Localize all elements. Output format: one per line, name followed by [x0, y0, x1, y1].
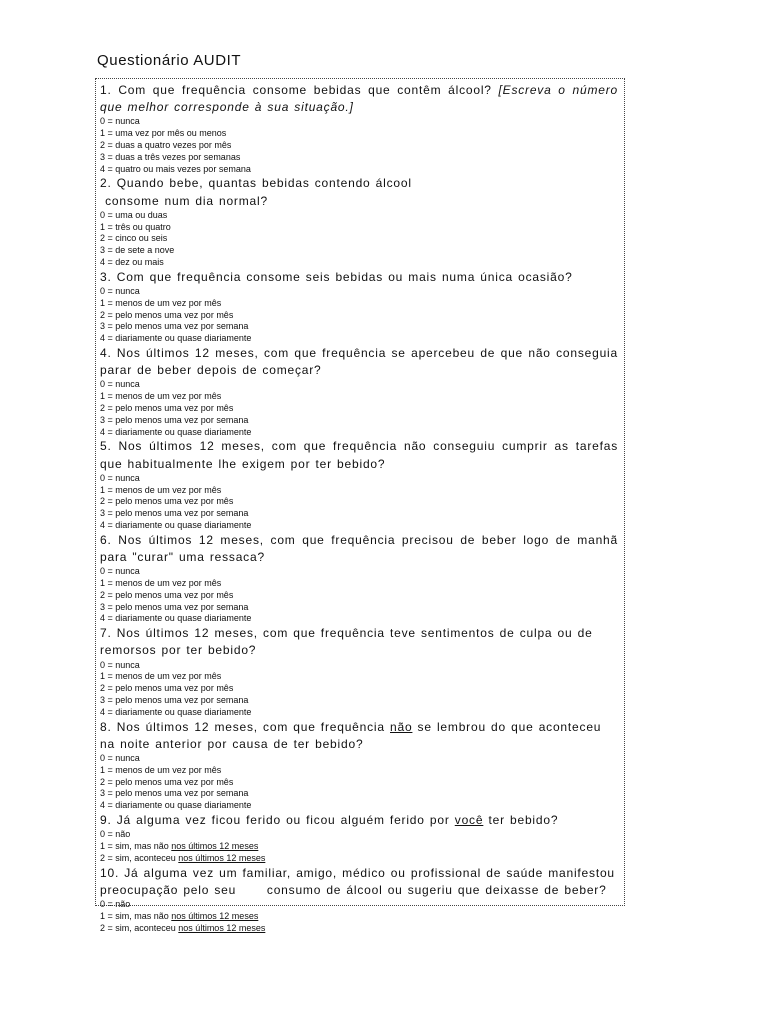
- option: 0 = nunca: [100, 285, 140, 296]
- question-7-text: 7. Nos últimos 12 meses, com que frequência teve sentimentos de culpa ou de remorsos por ter bebido?: [100, 626, 593, 658]
- question-1: [100, 82, 618, 175]
- option: 0 = não: [100, 829, 131, 840]
- option: 1 = uma vez por mês ou menos: [100, 128, 227, 139]
- question-10-text: 10. Já alguma vez um familiar, amigo, médico ou profissional de saúde manifestou preocupação pelo seu consumo de álcool ou sugeriu que deixasse de beber?: [100, 865, 621, 897]
- option: 3 = duas a três vezes por semanas: [100, 151, 241, 162]
- option: 3 = pelo menos uma vez por semana: [100, 508, 249, 519]
- question-4-options: [100, 379, 618, 438]
- option: 4 = diariamente ou quase diariamente: [100, 333, 252, 344]
- option: 1 = sim, mas não nos últimos 12 meses: [100, 840, 259, 851]
- question-6: [100, 532, 618, 625]
- option: 3 = pelo menos uma vez por semana: [100, 414, 249, 425]
- question-3-options: [100, 286, 618, 345]
- option: 4 = dez ou mais: [100, 256, 164, 267]
- option: 0 = nunca: [100, 752, 140, 763]
- option: 4 = diariamente ou quase diariamente: [100, 613, 252, 624]
- question-2: [100, 175, 618, 268]
- option: 4 = diariamente ou quase diariamente: [100, 426, 252, 437]
- question-1-note: [Escreva o número que melhor corresponde à sua situação.]: [100, 83, 619, 115]
- question-8-text: 8. Nos últimos 12 meses, com que frequência não se lembrou do que aconteceu na noite anterior por causa de ter bebido?: [100, 719, 602, 751]
- question-4-text: 4. Nos últimos 12 meses, com que frequência se apercebeu de que não conseguia parar de beber depois de começar?: [100, 345, 618, 378]
- option: 0 = nunca: [100, 116, 140, 127]
- question-6-options: [100, 566, 618, 625]
- question-2-text: 2. Quando bebe, quantas bebidas contendo álcool consome num dia normal?: [100, 176, 412, 208]
- question-5: [100, 438, 618, 531]
- question-1-options: [100, 116, 618, 175]
- questionnaire-box: [95, 78, 625, 933]
- option: 2 = pelo menos uma vez por mês: [100, 776, 234, 787]
- option: 2 = cinco ou seis: [100, 233, 168, 244]
- option: 0 = nunca: [100, 379, 140, 390]
- question-7: [100, 625, 618, 718]
- option: 1 = menos de um vez por mês: [100, 391, 222, 402]
- option: 4 = diariamente ou quase diariamente: [100, 800, 252, 811]
- option: 2 = duas a quatro vezes por mês: [100, 140, 232, 150]
- question-5-text: 5. Nos últimos 12 meses, com que frequência não conseguiu cumprir as tarefas que habitualmente lhe exigem por ter bebido?: [100, 439, 618, 471]
- question-6-text: 6. Nos últimos 12 meses, com que frequência precisou de beber logo de manhã para "curar" uma ressaca?: [100, 532, 618, 564]
- option: 1 = menos de um vez por mês: [100, 297, 222, 308]
- question-3: [100, 269, 618, 345]
- option: 2 = pelo menos uma vez por mês: [100, 683, 234, 694]
- question-7-options: [100, 660, 618, 719]
- question-9-options: [100, 829, 618, 864]
- option: 1 = menos de um vez por mês: [100, 577, 222, 588]
- option: 2 = sim, aconteceu nos últimos 12 meses: [100, 922, 266, 933]
- option: 2 = sim, aconteceu nos últimos 12 meses: [100, 852, 266, 863]
- option: 0 = nunca: [100, 566, 140, 577]
- option: 2 = pelo menos uma vez por mês: [100, 496, 234, 507]
- question-10-options: [100, 899, 618, 934]
- option: 3 = de sete a nove: [100, 245, 175, 256]
- question-8-options: [100, 753, 618, 812]
- option: 3 = pelo menos uma vez por semana: [100, 694, 249, 705]
- option: 4 = quatro ou mais vezes por semana: [100, 163, 251, 174]
- question-2-options: [100, 210, 618, 269]
- option: 3 = pelo menos uma vez por semana: [100, 601, 249, 612]
- option: 3 = pelo menos uma vez por semana: [100, 788, 249, 799]
- option: 0 = nunca: [100, 659, 140, 670]
- option: 1 = sim, mas não nos últimos 12 meses: [100, 910, 259, 921]
- option: 0 = não: [100, 898, 131, 909]
- option: 2 = pelo menos uma vez por mês: [100, 589, 234, 600]
- option: 3 = pelo menos uma vez por semana: [100, 321, 249, 332]
- question-8: [100, 719, 618, 812]
- option: 1 = menos de um vez por mês: [100, 764, 222, 775]
- question-3-text: 3. Com que frequência consome seis bebidas ou mais numa única ocasião?: [100, 269, 573, 284]
- option: 0 = uma ou duas: [100, 209, 168, 220]
- option: 4 = diariamente ou quase diariamente: [100, 706, 252, 717]
- question-9: [100, 812, 618, 865]
- option: 2 = pelo menos uma vez por mês: [100, 402, 234, 413]
- option: 2 = pelo menos uma vez por mês: [100, 309, 234, 320]
- question-5-options: [100, 473, 618, 532]
- option: 1 = menos de um vez por mês: [100, 671, 222, 682]
- option: 0 = nunca: [100, 472, 140, 483]
- question-1-text: 1. Com que frequência consome bebidas que contêm álcool? [Escreva o número que melhor corresponde à sua situação.]: [100, 83, 619, 115]
- question-10: [100, 865, 621, 935]
- question-4: [100, 345, 618, 438]
- option: 1 = menos de um vez por mês: [100, 484, 222, 495]
- question-9-text: 9. Já alguma vez ficou ferido ou ficou alguém ferido por você ter bebido?: [100, 812, 559, 827]
- option: 4 = diariamente ou quase diariamente: [100, 519, 252, 530]
- option: 1 = três ou quatro: [100, 221, 171, 232]
- page-title: Questionário AUDIT: [97, 52, 242, 69]
